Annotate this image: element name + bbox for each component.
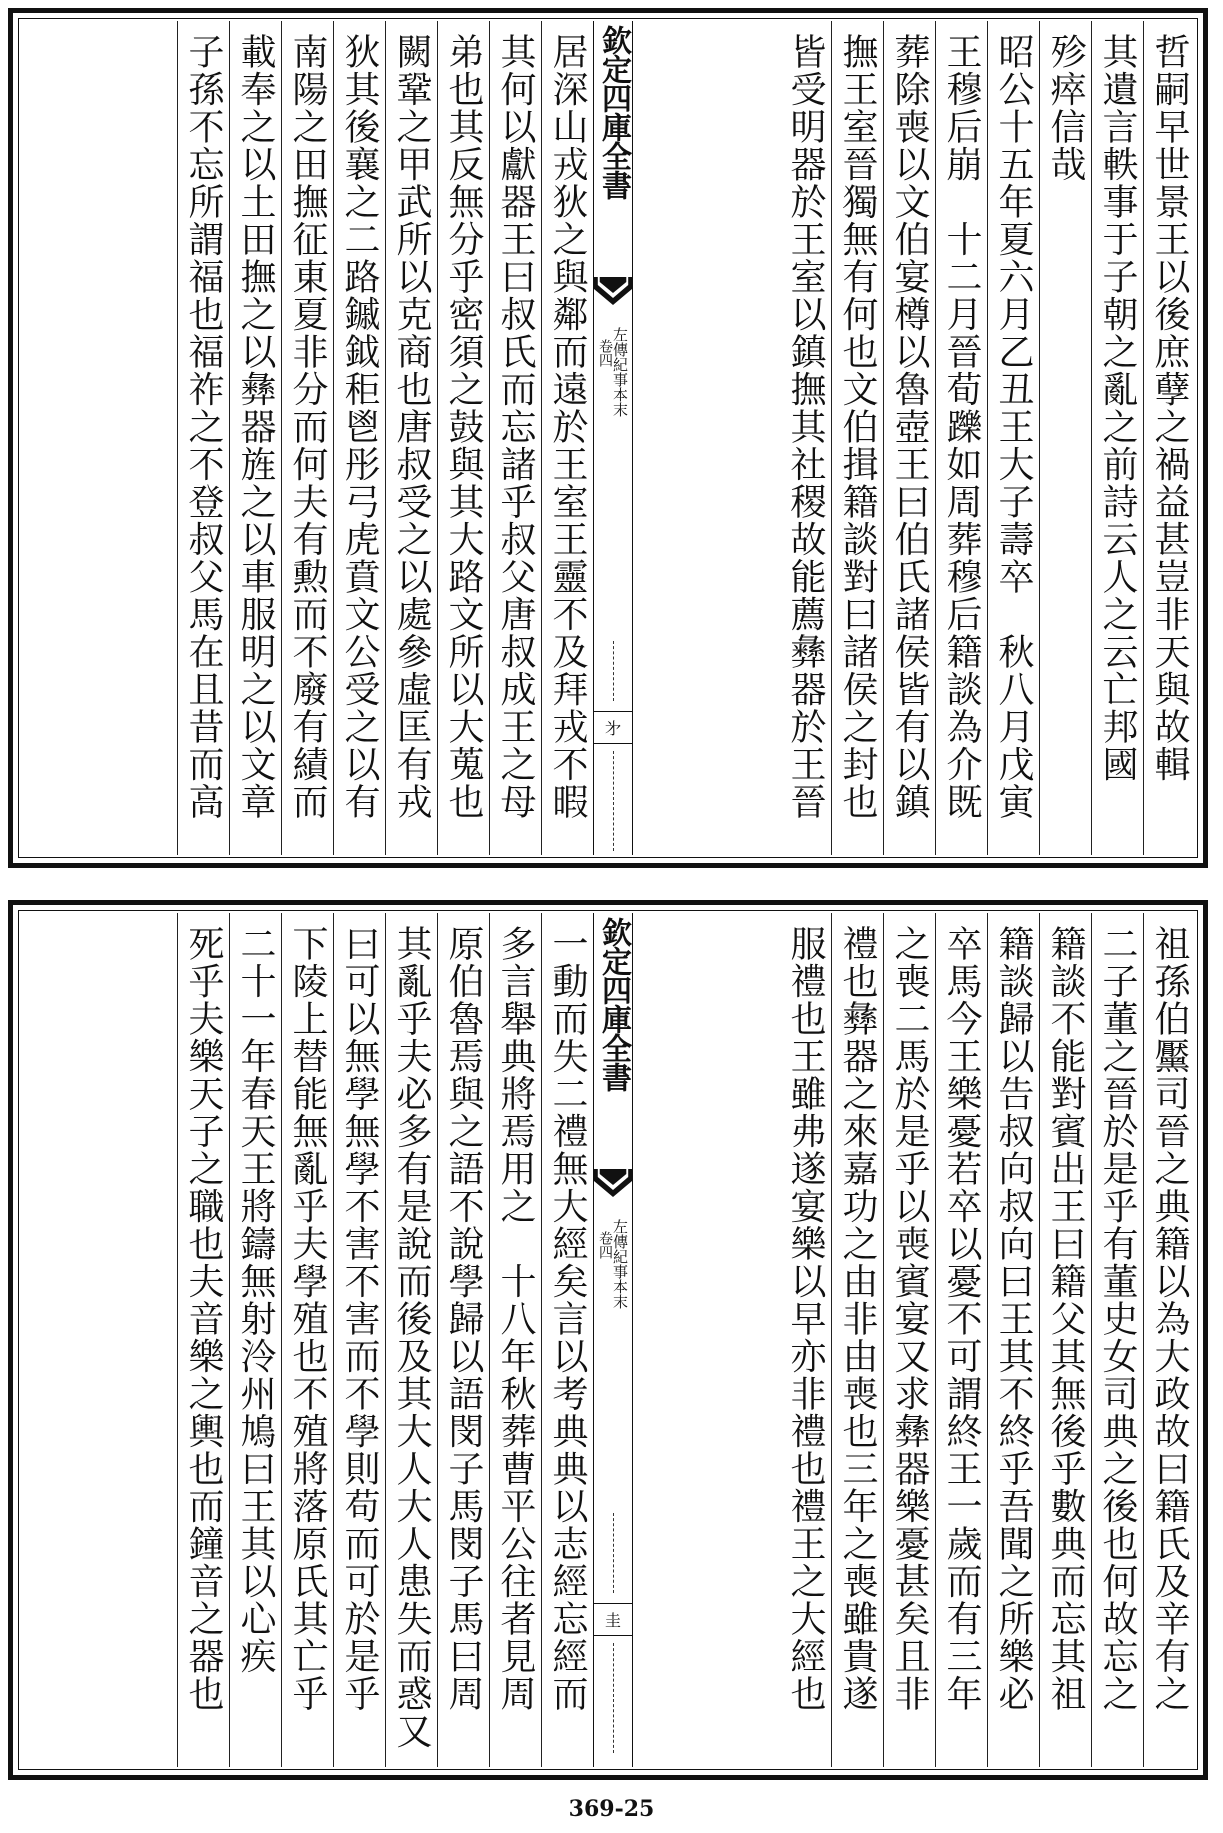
bottom-center-gutter	[593, 913, 633, 1767]
text-column: 皆受明器於王室以鎮撫其社稷故能薦彝器於王晉	[785, 33, 826, 821]
text-column: 弟也其反無分乎密須之鼓與其大路文所以大蒐也	[437, 21, 489, 855]
text-column: 籍談不能對賓出王曰籍父其無後乎數典而忘其祖	[1039, 913, 1091, 1767]
volume-label: 卷四	[597, 339, 613, 367]
fish-tail-mark-icon	[594, 277, 632, 311]
text-column: 二子董之晉於是乎有董史女司典之後也何故忘之	[1091, 913, 1143, 1767]
top-right-text-block	[623, 21, 1195, 855]
text-column: 服禮也王雖弗遂宴樂以早亦非禮也禮王之大經也	[785, 925, 826, 1713]
text-column: 其何以獻器王曰叔氏而忘諸乎叔父唐叔成王之母	[489, 21, 541, 855]
top-center-gutter	[593, 21, 633, 855]
text-column: 王穆后崩 十二月晉荀躒如周葬穆后籍談為介既	[935, 21, 987, 855]
fish-tail-mark-icon	[594, 1169, 632, 1203]
collection-title: 欽定四庫全書	[596, 917, 631, 1091]
gutter-dash-line	[613, 751, 614, 851]
bottom-left-text-block	[21, 913, 593, 1767]
text-column: 曰可以無學無學不害不害而不學則苟而可於是乎	[333, 913, 385, 1767]
book-title: 左傳紀事本末	[611, 327, 629, 417]
text-column: 闕鞏之甲武所以克商也唐叔受之以處參虛匡有戎	[385, 21, 437, 855]
text-column: 下陵上替能無亂乎夫學殖也不殖將落原氏其亡乎	[281, 913, 333, 1767]
text-column: 子孫不忘所謂福也福祚之不登叔父馬在且昔而高	[177, 21, 229, 855]
text-column: 葬除喪以文伯宴樽以魯壺王曰伯氏諸侯皆有以鎮	[883, 21, 935, 855]
text-column: 籍談歸以告叔向叔向曰王其不終乎吾聞之所樂必	[987, 913, 1039, 1767]
text-column: 狄其後襄之二路鏚鉞秬鬯彤弓虎賁文公受之以有	[333, 21, 385, 855]
text-column: 哲嗣早世景王以後庶孽之禍益甚豈非天與故輯	[1143, 21, 1195, 855]
text-column: 殄瘁信哉	[1039, 21, 1091, 855]
folio-number: 㐧	[594, 711, 632, 744]
text-column: 昭公十五年夏六月乙丑王大子壽卒 秋八月戊寅	[987, 21, 1039, 855]
text-column: 卒馬今王樂憂若卒以憂不可謂終王一歲而有三年	[935, 913, 987, 1767]
volume-label: 卷四	[597, 1231, 613, 1259]
text-column: 撫王室晉獨無有何也文伯揖籍談對曰諸侯之封也	[831, 21, 883, 855]
bottom-right-text-block	[623, 913, 1195, 1767]
bottom-page	[8, 900, 1208, 1780]
text-column: 祖孫伯黶司晉之典籍以為大政故曰籍氏及辛有之	[1143, 913, 1195, 1767]
text-column: 之喪二馬於是乎以喪賓宴又求彝器樂憂甚矣且非	[883, 913, 935, 1767]
text-column: 多言舉典將焉用之 十八年秋葬曹平公往者見周	[489, 913, 541, 1767]
text-column: 其遺言軼事于子朝之亂之前詩云人之云亡邦國	[1091, 21, 1143, 855]
book-title: 左傳紀事本末	[611, 1219, 629, 1309]
gutter-dash-line	[613, 641, 614, 701]
gutter-dash-line	[613, 1513, 614, 1593]
text-column: 其亂乎夫必多有是說而後及其大人大人患失而惑又	[385, 913, 437, 1767]
text-column: 禮也彝器之來嘉功之由非由喪也三年之喪雖貴遂	[831, 913, 883, 1767]
top-left-text-block	[21, 21, 593, 855]
text-column: 原伯魯焉與之語不說學歸以語閔子馬閔子馬曰周	[437, 913, 489, 1767]
page-number: 369-25	[568, 1796, 655, 1822]
text-column: 居深山戎狄之與鄰而遠於王室王靈不及拜戎不暇	[541, 21, 593, 855]
folio-number: 圭	[594, 1603, 632, 1636]
text-column: 一動而失二禮無大經矣言以考典典以志經忘經而	[541, 913, 593, 1767]
collection-title: 欽定四庫全書	[596, 25, 631, 199]
gutter-dash-line	[613, 1643, 614, 1753]
top-page	[8, 8, 1208, 868]
text-column: 二十一年春天王將鑄無射泠州鳩曰王其以心疾	[229, 913, 281, 1767]
text-column: 南陽之田撫征東夏非分而何夫有勲而不廢有績而	[281, 21, 333, 855]
text-column: 死乎夫樂天子之職也夫音樂之輿也而鐘音之器也	[177, 913, 229, 1767]
text-column: 載奉之以土田撫之以彝器旌之以車服明之以文章	[229, 21, 281, 855]
